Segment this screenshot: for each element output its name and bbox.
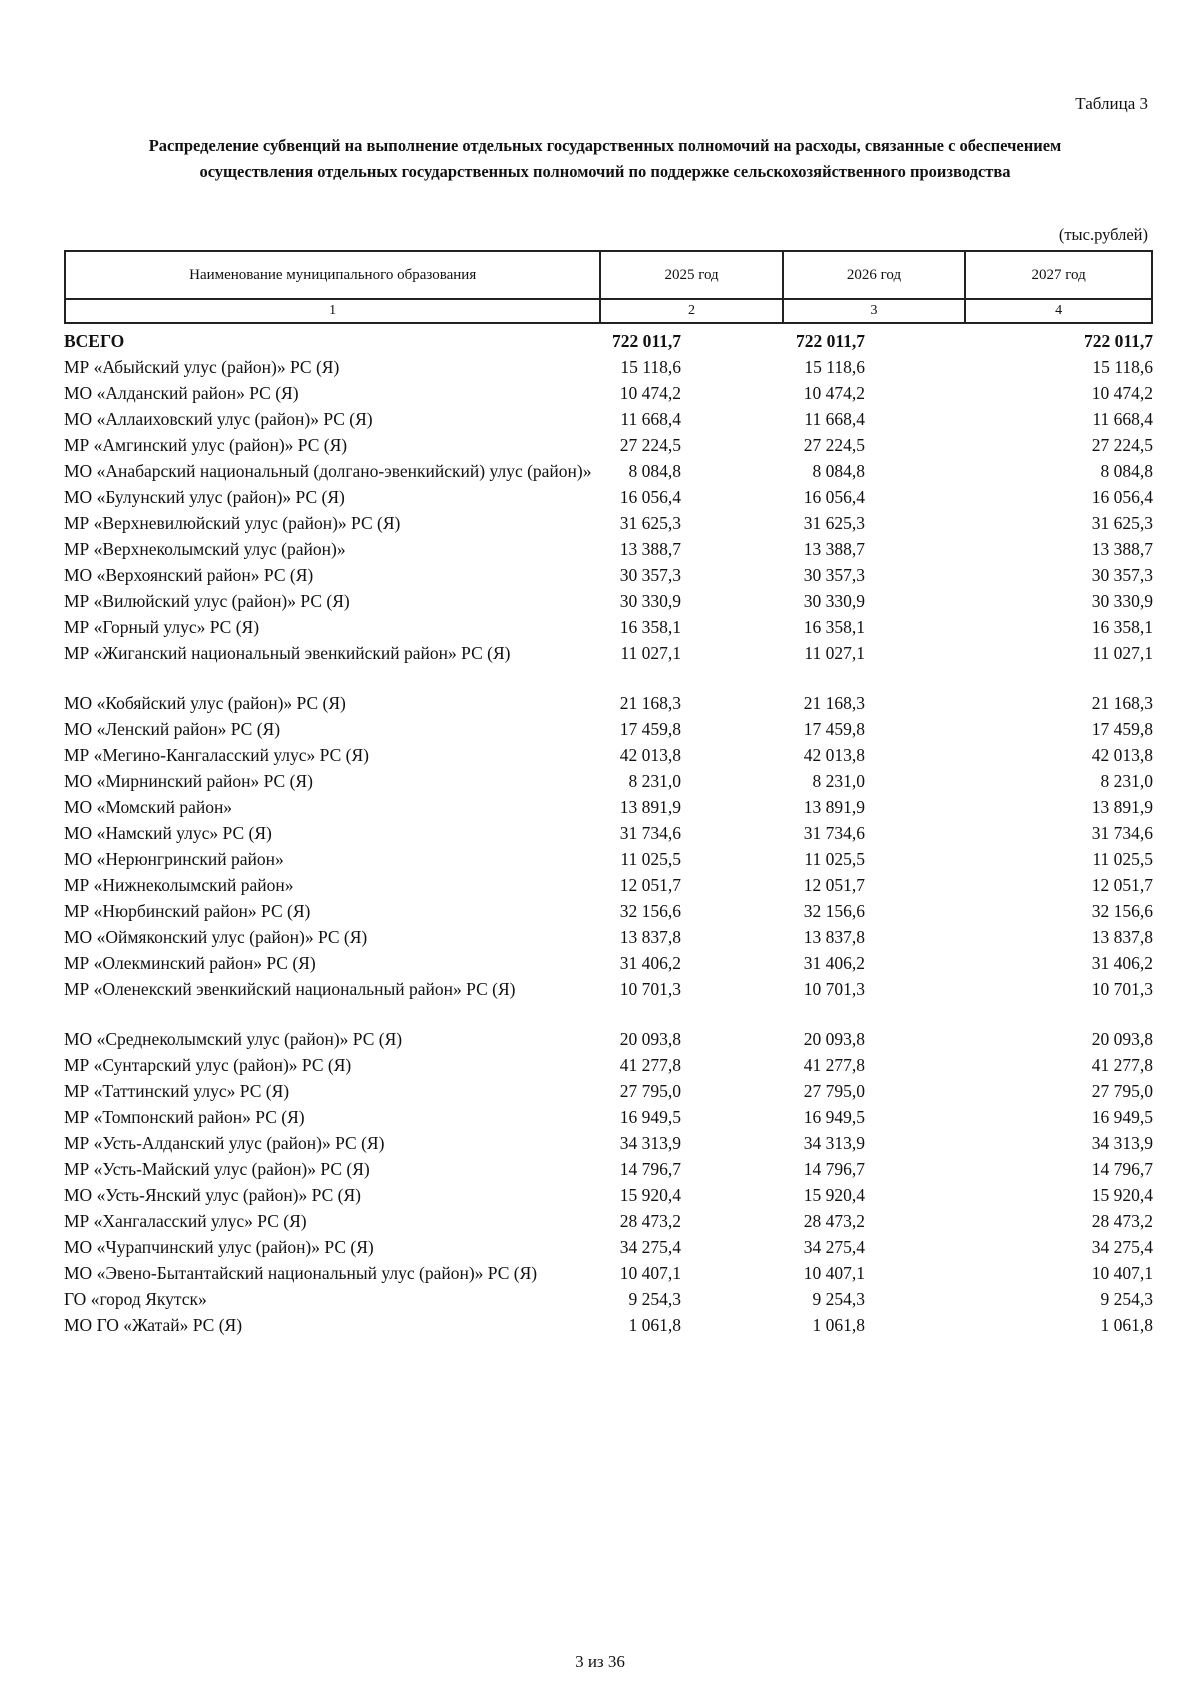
row-spacer <box>64 666 1153 690</box>
row-value-2026: 27 224,5 <box>803 435 865 455</box>
total-2027: 722 011,7 <box>1083 331 1153 351</box>
row-value-2025: 30 330,9 <box>619 591 681 611</box>
table-row <box>64 898 1153 924</box>
row-value-2027: 17 459,8 <box>1091 719 1153 739</box>
row-name: МО «Усть-Янский улус (район)» РС (Я) <box>64 1185 361 1205</box>
row-value-2027: 11 025,5 <box>1092 849 1153 869</box>
row-name: МР «Томпонский район» РС (Я) <box>64 1107 305 1127</box>
row-value-2025: 34 313,9 <box>619 1133 681 1153</box>
table-row <box>64 1156 1153 1182</box>
row-value-2026: 31 625,3 <box>803 513 865 533</box>
row-value-2026: 21 168,3 <box>803 693 865 713</box>
total-row <box>64 328 1153 354</box>
table-row <box>64 1208 1153 1234</box>
row-value-2027: 15 920,4 <box>1091 1185 1153 1205</box>
row-name: ГО «город Якутск» <box>64 1289 207 1309</box>
row-value-2026: 20 093,8 <box>803 1029 865 1049</box>
row-value-2025: 11 025,5 <box>620 849 681 869</box>
row-value-2026: 9 254,3 <box>812 1289 865 1309</box>
row-value-2025: 27 795,0 <box>619 1081 681 1101</box>
table-row <box>64 562 1153 588</box>
row-value-2026: 16 358,1 <box>803 617 865 637</box>
row-name: МО «Кобяйский улус (район)» РС (Я) <box>64 693 346 713</box>
row-name: МО «Среднеколымский улус (район)» РС (Я) <box>64 1029 403 1049</box>
row-value-2026: 16 949,5 <box>803 1107 865 1127</box>
table-row <box>64 458 1153 484</box>
row-name: МР «Оленекский эвенкийский национальный район» РС (Я) <box>64 979 516 999</box>
table-header <box>64 250 1153 324</box>
table-row <box>64 1130 1153 1156</box>
row-value-2026: 11 027,1 <box>804 643 865 663</box>
row-name: МО «Нерюнгринский район» <box>64 849 284 869</box>
row-value-2025: 14 796,7 <box>619 1159 681 1179</box>
row-value-2026: 17 459,8 <box>803 719 865 739</box>
row-value-2027: 41 277,8 <box>1091 1055 1153 1075</box>
row-name: МР «Амгинский улус (район)» РС (Я) <box>64 435 348 455</box>
row-value-2025: 31 734,6 <box>619 823 681 843</box>
table-row <box>64 1234 1153 1260</box>
row-value-2026: 34 275,4 <box>803 1237 865 1257</box>
row-value-2027: 15 118,6 <box>1092 357 1153 377</box>
row-value-2025: 12 051,7 <box>619 875 681 895</box>
row-value-2027: 14 796,7 <box>1091 1159 1153 1179</box>
row-name: МО ГО «Жатай» РС (Я) <box>64 1315 243 1335</box>
row-value-2025: 16 949,5 <box>619 1107 681 1127</box>
header-2025: 2025 год <box>600 251 782 299</box>
row-value-2026: 28 473,2 <box>803 1211 865 1231</box>
row-value-2027: 10 407,1 <box>1091 1263 1153 1283</box>
row-value-2025: 34 275,4 <box>619 1237 681 1257</box>
row-value-2025: 20 093,8 <box>619 1029 681 1049</box>
row-spacer <box>64 1002 1153 1026</box>
header-2026: 2026 год <box>783 251 965 299</box>
row-value-2025: 31 625,3 <box>619 513 681 533</box>
row-value-2026: 32 156,6 <box>803 901 865 921</box>
row-value-2026: 30 330,9 <box>803 591 865 611</box>
row-value-2026: 42 013,8 <box>803 745 865 765</box>
row-value-2026: 12 051,7 <box>803 875 865 895</box>
row-value-2025: 41 277,8 <box>619 1055 681 1075</box>
table-row <box>64 924 1153 950</box>
table-row <box>64 406 1153 432</box>
row-value-2026: 13 837,8 <box>803 927 865 947</box>
row-value-2027: 1 061,8 <box>1100 1315 1153 1335</box>
row-name: МО «Эвено-Бытантайский национальный улус (район)» РС (Я) <box>64 1263 538 1283</box>
row-value-2026: 15 118,6 <box>804 357 865 377</box>
document-title: Распределение субвенций на выполнение отдельных государственных полномочий на расходы, связанные с обеспечением осуществления отдельных государственных полномочий по поддержке сельскохозяйственного производства <box>148 136 1062 181</box>
row-value-2027: 31 625,3 <box>1091 513 1153 533</box>
row-name: МР «Нюрбинский район» РС (Я) <box>64 901 311 921</box>
table-row <box>64 872 1153 898</box>
row-value-2027: 28 473,2 <box>1091 1211 1153 1231</box>
row-name: МО «Анабарский национальный (долгано-эвенкийский) улус (район)» <box>64 461 592 481</box>
table-row <box>64 614 1153 640</box>
row-value-2027: 8 084,8 <box>1100 461 1153 481</box>
row-value-2025: 16 358,1 <box>619 617 681 637</box>
row-name: МР «Мегино-Кангаласский улус» РС (Я) <box>64 745 369 765</box>
row-value-2027: 30 357,3 <box>1091 565 1153 585</box>
table-row <box>64 588 1153 614</box>
table-row <box>64 690 1153 716</box>
row-value-2026: 31 734,6 <box>803 823 865 843</box>
table-row <box>64 536 1153 562</box>
row-value-2027: 34 313,9 <box>1091 1133 1153 1153</box>
row-value-2026: 1 061,8 <box>812 1315 865 1335</box>
row-value-2026: 34 313,9 <box>803 1133 865 1153</box>
row-name: МО «Верхоянский район» РС (Я) <box>64 565 314 585</box>
row-value-2027: 31 406,2 <box>1091 953 1153 973</box>
row-value-2025: 17 459,8 <box>619 719 681 739</box>
page-number: 3 из 36 <box>575 1652 625 1671</box>
row-name: МР «Абыйский улус (район)» РС (Я) <box>64 357 340 377</box>
row-value-2026: 14 796,7 <box>803 1159 865 1179</box>
table-row <box>64 950 1153 976</box>
row-value-2026: 10 407,1 <box>803 1263 865 1283</box>
row-name: МО «Алданский район» РС (Я) <box>64 383 299 403</box>
row-value-2027: 27 795,0 <box>1091 1081 1153 1101</box>
col-number-2: 2 <box>600 299 782 323</box>
row-value-2025: 13 388,7 <box>619 539 681 559</box>
row-value-2027: 11 027,1 <box>1092 643 1153 663</box>
row-value-2026: 11 668,4 <box>804 409 865 429</box>
row-value-2025: 30 357,3 <box>619 565 681 585</box>
row-value-2025: 8 231,0 <box>628 771 681 791</box>
table-row <box>64 1078 1153 1104</box>
table-row <box>64 1312 1153 1338</box>
row-value-2026: 31 406,2 <box>803 953 865 973</box>
col-number-4: 4 <box>965 299 1152 323</box>
table-row <box>64 976 1153 1002</box>
row-value-2027: 13 388,7 <box>1091 539 1153 559</box>
row-value-2026: 13 388,7 <box>803 539 865 559</box>
table-row <box>64 1182 1153 1208</box>
row-value-2027: 10 701,3 <box>1091 979 1153 999</box>
total-2025: 722 011,7 <box>611 331 681 351</box>
row-value-2025: 28 473,2 <box>619 1211 681 1231</box>
row-name: МР «Нижнеколымский район» <box>64 875 294 895</box>
row-value-2026: 10 474,2 <box>803 383 865 403</box>
row-value-2027: 21 168,3 <box>1091 693 1153 713</box>
row-value-2026: 15 920,4 <box>803 1185 865 1205</box>
table-row <box>64 1260 1153 1286</box>
row-name: МР «Жиганский национальный эвенкийский район» РС (Я) <box>64 643 511 663</box>
row-value-2027: 9 254,3 <box>1100 1289 1153 1309</box>
row-name: МО «Аллаиховский улус (район)» РС (Я) <box>64 409 373 429</box>
table-row <box>64 1286 1153 1312</box>
table-row <box>64 794 1153 820</box>
row-value-2027: 32 156,6 <box>1091 901 1153 921</box>
row-name: МР «Горный улус» РС (Я) <box>64 617 260 637</box>
row-value-2027: 20 093,8 <box>1091 1029 1153 1049</box>
row-value-2027: 8 231,0 <box>1100 771 1153 791</box>
row-value-2025: 10 701,3 <box>619 979 681 999</box>
table-row <box>64 510 1153 536</box>
row-value-2027: 31 734,6 <box>1091 823 1153 843</box>
row-value-2025: 8 084,8 <box>628 461 681 481</box>
row-value-2027: 16 949,5 <box>1091 1107 1153 1127</box>
table-row <box>64 484 1153 510</box>
row-value-2027: 34 275,4 <box>1091 1237 1153 1257</box>
row-value-2025: 10 474,2 <box>619 383 681 403</box>
row-value-2025: 11 027,1 <box>620 643 681 663</box>
row-name: МО «Оймяконский улус (район)» РС (Я) <box>64 927 368 947</box>
row-value-2027: 30 330,9 <box>1091 591 1153 611</box>
row-name: МР «Таттинский улус» РС (Я) <box>64 1081 290 1101</box>
row-name: МР «Усть-Майский улус (район)» РС (Я) <box>64 1159 370 1179</box>
row-name: МР «Сунтарский улус (район)» РС (Я) <box>64 1055 352 1075</box>
row-value-2026: 16 056,4 <box>803 487 865 507</box>
row-value-2027: 13 891,9 <box>1091 797 1153 817</box>
row-value-2026: 8 231,0 <box>812 771 865 791</box>
col-number-3: 3 <box>783 299 965 323</box>
row-value-2027: 42 013,8 <box>1091 745 1153 765</box>
row-value-2027: 16 358,1 <box>1091 617 1153 637</box>
row-name: МО «Намский улус» РС (Я) <box>64 823 272 843</box>
unit-label: (тыс.рублей) <box>1058 225 1148 244</box>
row-value-2027: 27 224,5 <box>1091 435 1153 455</box>
table-row <box>64 716 1153 742</box>
total-2026: 722 011,7 <box>795 331 865 351</box>
row-name: МР «Верхневилюйский улус (район)» РС (Я) <box>64 513 401 533</box>
row-name: МР «Хангаласский улус» РС (Я) <box>64 1211 307 1231</box>
row-value-2026: 30 357,3 <box>803 565 865 585</box>
row-value-2027: 12 051,7 <box>1091 875 1153 895</box>
row-value-2025: 15 920,4 <box>619 1185 681 1205</box>
row-value-2025: 13 891,9 <box>619 797 681 817</box>
table-row <box>64 354 1153 380</box>
row-value-2026: 11 025,5 <box>804 849 865 869</box>
table-row <box>64 768 1153 794</box>
row-name: МР «Усть-Алданский улус (район)» РС (Я) <box>64 1133 385 1153</box>
row-value-2026: 27 795,0 <box>803 1081 865 1101</box>
row-value-2025: 15 118,6 <box>620 357 681 377</box>
row-value-2027: 11 668,4 <box>1092 409 1153 429</box>
row-value-2025: 31 406,2 <box>619 953 681 973</box>
header-2027: 2027 год <box>965 251 1152 299</box>
row-value-2025: 9 254,3 <box>628 1289 681 1309</box>
table-number: Таблица 3 <box>1075 94 1148 113</box>
row-name: МО «Момский район» <box>64 797 233 817</box>
row-value-2025: 1 061,8 <box>628 1315 681 1335</box>
row-value-2026: 8 084,8 <box>812 461 865 481</box>
header-name: Наименование муниципального образования <box>65 251 600 299</box>
table-row <box>64 1104 1153 1130</box>
table-row <box>64 640 1153 666</box>
total-label: ВСЕГО <box>64 331 125 351</box>
row-value-2026: 10 701,3 <box>803 979 865 999</box>
row-value-2027: 10 474,2 <box>1091 383 1153 403</box>
row-value-2027: 13 837,8 <box>1091 927 1153 947</box>
table-row <box>64 1052 1153 1078</box>
table-row <box>64 432 1153 458</box>
row-value-2025: 42 013,8 <box>619 745 681 765</box>
row-value-2025: 27 224,5 <box>619 435 681 455</box>
row-name: МО «Мирнинский район» РС (Я) <box>64 771 313 791</box>
row-value-2026: 41 277,8 <box>803 1055 865 1075</box>
row-value-2025: 16 056,4 <box>619 487 681 507</box>
row-value-2025: 10 407,1 <box>619 1263 681 1283</box>
row-value-2025: 21 168,3 <box>619 693 681 713</box>
table-row <box>64 742 1153 768</box>
row-name: МР «Вилюйский улус (район)» РС (Я) <box>64 591 350 611</box>
row-value-2026: 13 891,9 <box>803 797 865 817</box>
row-value-2027: 16 056,4 <box>1091 487 1153 507</box>
table-row <box>64 380 1153 406</box>
row-name: МО «Ленский район» РС (Я) <box>64 719 281 739</box>
row-name: МО «Чурапчинский улус (район)» РС (Я) <box>64 1237 374 1257</box>
row-name: МО «Булунский улус (район)» РС (Я) <box>64 487 345 507</box>
data-rows <box>64 328 1153 1338</box>
row-value-2025: 13 837,8 <box>619 927 681 947</box>
row-name: МР «Верхнеколымский улус (район)» <box>64 539 346 559</box>
row-value-2025: 32 156,6 <box>619 901 681 921</box>
table-row <box>64 820 1153 846</box>
col-number-1: 1 <box>65 299 600 323</box>
row-name: МР «Олекминский район» РС (Я) <box>64 953 316 973</box>
row-value-2025: 11 668,4 <box>620 409 681 429</box>
table-row <box>64 846 1153 872</box>
table-row <box>64 1026 1153 1052</box>
